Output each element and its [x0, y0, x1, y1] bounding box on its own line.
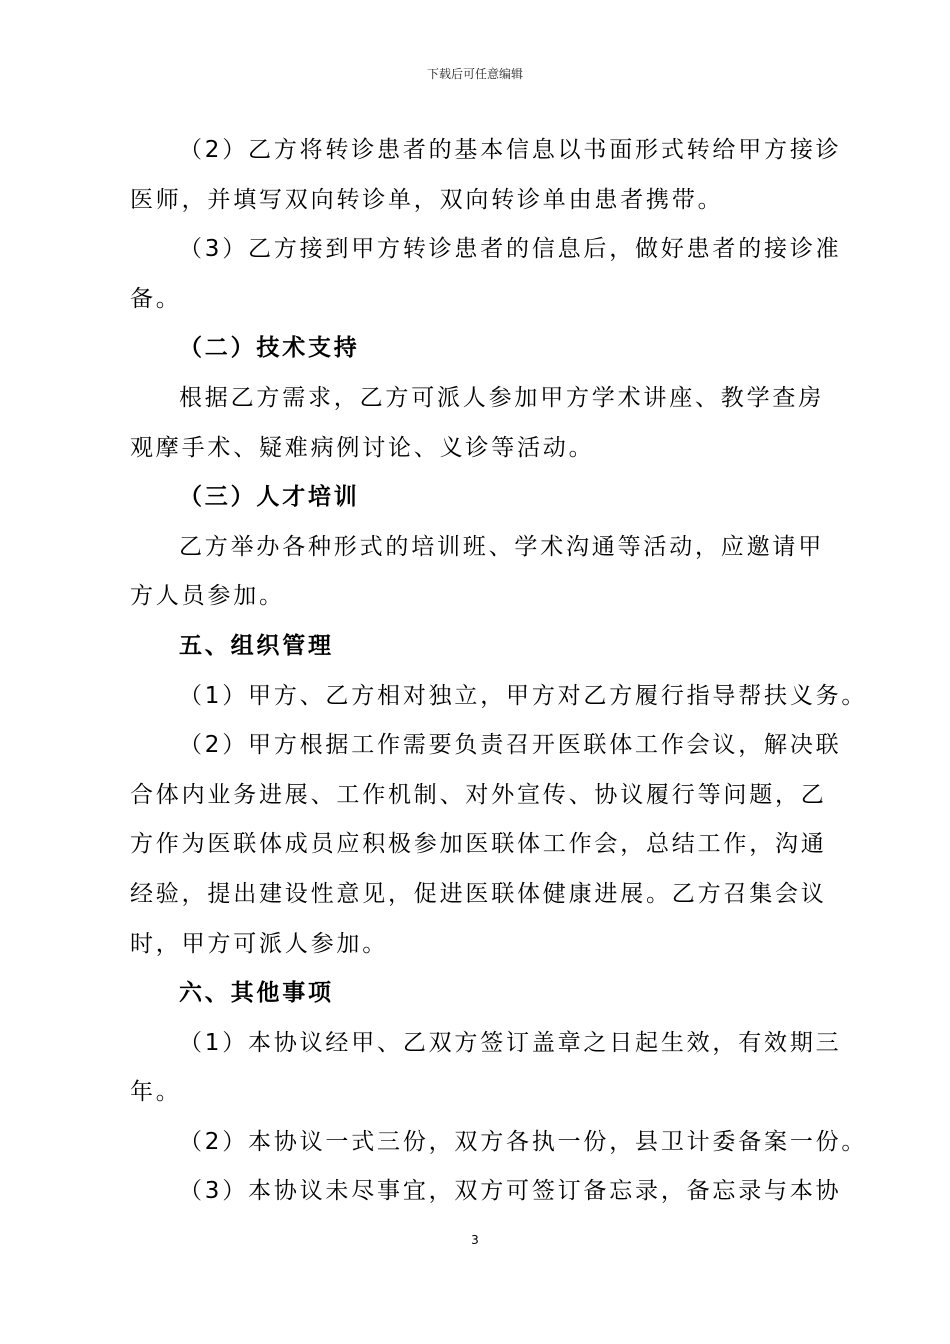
text-line: 医师，并填写双向转诊单，双向转诊单由患者携带。 [130, 186, 724, 213]
section-heading-tech-support: （二）技术支持 [179, 335, 360, 362]
text-line: （2）本协议一式三份，双方各执一份，县卫计委备案一份。 [179, 1128, 868, 1155]
section-heading-talent-training: （三）人才培训 [179, 484, 360, 511]
text-line: 经验，提出建设性意见，促进医联体健康进展。乙方召集会议 [130, 880, 827, 907]
text-line: （1）甲方、乙方相对独立，甲方对乙方履行指导帮扶义务。 [179, 682, 868, 709]
paragraph-referral-prep [130, 225, 842, 324]
paragraph-organization-1 [130, 672, 868, 722]
text-line: （2）甲方根据工作需要负责召开医联体工作会议，解决联 [179, 732, 842, 759]
text-line: 方人员参加。 [130, 583, 285, 610]
paragraph-other-2 [130, 1118, 868, 1168]
document-body [130, 126, 868, 1217]
text-line: （3）本协议未尽事宜，双方可签订备忘录，备忘录与本协 [179, 1178, 842, 1205]
section-heading-organization: 五、组织管理 [179, 632, 334, 659]
paragraph-other-3 [130, 1167, 842, 1217]
page-number: 3 [471, 1233, 479, 1247]
paragraph-tech-support [130, 374, 830, 473]
paragraph-talent-training [130, 523, 830, 622]
text-line: 方作为医联体成员应积极参加医联体工作会，总结工作，沟通 [130, 831, 827, 858]
text-line: （2）乙方将转诊患者的基本信息以书面形式转给甲方接诊 [179, 137, 842, 163]
text-line: 合体内业务进展、工作机制、对外宣传、协议履行等问题，乙 [130, 781, 827, 808]
text-line: （1）本协议经甲、乙双方签订盖章之日起生效，有效期三 [179, 1029, 842, 1056]
text-line: 备。 [130, 285, 182, 312]
text-line: 时，甲方可派人参加。 [130, 930, 388, 957]
paragraph-referral-info [130, 126, 842, 225]
text-line: 观摩手术、疑难病例讨论、义诊等活动。 [130, 434, 595, 461]
page-header-note: 下载后可任意编辑 [426, 67, 523, 81]
text-line: 根据乙方需求，乙方可派人参加甲方学术讲座、教学查房 [179, 384, 824, 411]
paragraph-other-1 [130, 1019, 842, 1118]
section-heading-other-matters: 六、其他事项 [179, 980, 334, 1007]
text-line: 乙方举办各种形式的培训班、学术沟通等活动，应邀请甲 [179, 533, 824, 560]
paragraph-organization-2 [130, 721, 842, 969]
text-line: （3）乙方接到甲方转诊患者的信息后，做好患者的接诊准 [179, 236, 842, 263]
text-line: 年。 [130, 1079, 182, 1106]
